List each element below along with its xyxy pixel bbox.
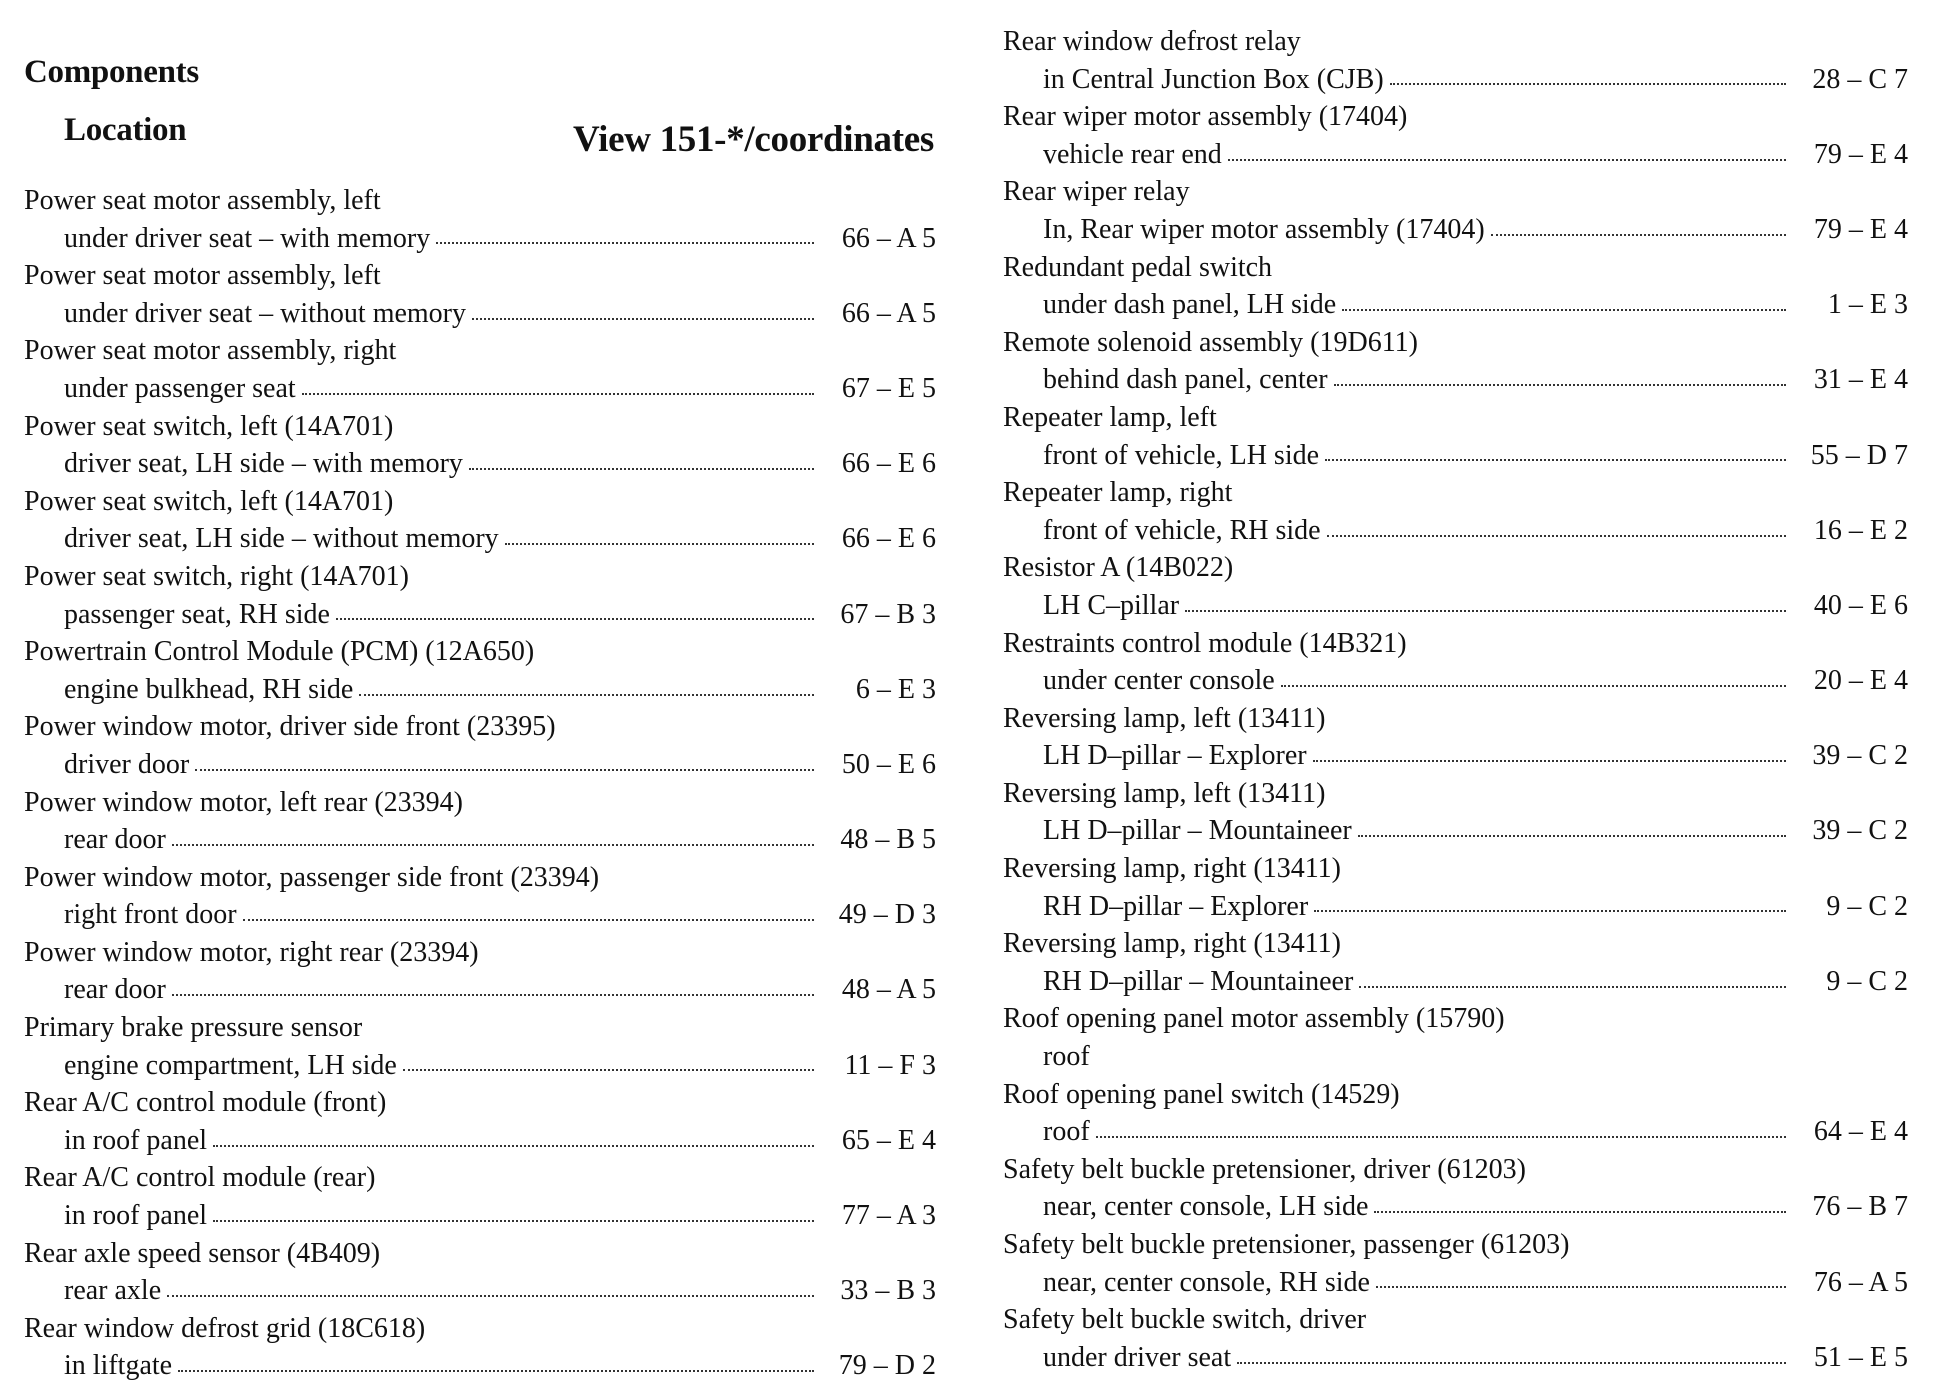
view-coordinate: 79 – E 4	[1813, 138, 1908, 170]
component-name: Redundant pedal switch	[1003, 251, 1273, 283]
component-entry	[1003, 625, 1908, 700]
component-location-row	[24, 1047, 936, 1085]
component-name: Power seat motor assembly, left	[24, 185, 381, 216]
dot-leader	[178, 1370, 814, 1372]
component-location-row	[24, 746, 936, 784]
component-name: Rear wiper relay	[1003, 176, 1190, 208]
component-location: in roof panel	[64, 1124, 208, 1156]
component-name: Power seat switch, right (14A701)	[24, 560, 409, 592]
component-location-row	[1003, 812, 1908, 850]
component-entry	[1003, 549, 1908, 624]
component-entry	[24, 483, 936, 558]
view-coordinate: 9 – C 2	[1826, 965, 1908, 997]
component-location: passenger seat, RH side	[64, 598, 330, 630]
dot-leader	[1096, 1136, 1786, 1138]
component-entry	[24, 408, 936, 483]
dot-leader	[1342, 309, 1786, 311]
component-name: Repeater lamp, right	[1003, 477, 1233, 509]
component-location-row	[24, 370, 936, 408]
component-entry	[1003, 775, 1908, 850]
dot-leader	[213, 1220, 814, 1222]
component-name: Rear window defrost grid (18C618)	[24, 1312, 426, 1344]
view-coordinate: 28 – C 7	[1812, 63, 1908, 95]
component-location-row	[24, 295, 936, 333]
component-entry	[24, 558, 936, 633]
component-location-row	[1003, 286, 1908, 324]
component-location: under driver seat – with memory	[64, 222, 431, 254]
dot-leader	[1313, 760, 1786, 762]
component-name: Primary brake pressure sensor	[24, 1012, 363, 1044]
dot-leader	[213, 1145, 814, 1147]
view-coordinate: 77 – A 3	[841, 1200, 936, 1232]
view-coordinate: 67 – B 3	[840, 598, 936, 630]
left-column	[24, 0, 936, 1385]
component-location: RH D–pillar – Explorer	[1043, 890, 1309, 922]
component-entry	[1003, 23, 1908, 98]
component-location: under driver seat	[1043, 1341, 1232, 1373]
dot-leader	[1327, 535, 1786, 537]
component-location-row	[1003, 888, 1908, 926]
component-entry	[24, 1310, 936, 1385]
component-location: behind dash panel, center	[1043, 364, 1328, 396]
component-name: Repeater lamp, left	[1003, 401, 1217, 433]
view-coordinate: 76 – A 5	[1813, 1266, 1908, 1298]
component-location: engine compartment, LH side	[64, 1049, 397, 1081]
component-location: roof	[1043, 1041, 1090, 1073]
component-location-row	[1003, 1188, 1908, 1226]
dot-leader	[336, 618, 814, 620]
dot-leader	[195, 769, 814, 771]
component-name: Power window motor, passenger side front (23394)	[24, 861, 600, 893]
component-location: driver seat, LH side – without memory	[64, 523, 499, 555]
location-heading: Location	[64, 112, 187, 148]
left-component-list	[24, 182, 936, 1385]
component-location: LH C–pillar	[1043, 589, 1180, 621]
component-location: rear axle	[64, 1275, 162, 1307]
view-coordinate: 40 – E 6	[1813, 589, 1908, 621]
component-location-row	[1003, 1113, 1908, 1151]
dot-leader	[469, 468, 814, 470]
component-name: Safety belt buckle switch, driver	[1003, 1304, 1367, 1336]
component-location: front of vehicle, RH side	[1043, 514, 1321, 546]
component-entry	[24, 633, 936, 708]
component-entry	[1003, 700, 1908, 775]
component-name: Rear axle speed sensor (4B409)	[24, 1237, 381, 1269]
component-entry	[24, 859, 936, 934]
component-location-row	[1003, 61, 1908, 99]
component-location: under center console	[1043, 665, 1275, 697]
dot-leader	[472, 318, 814, 320]
component-entry	[24, 708, 936, 783]
view-coordinate: 6 – E 3	[855, 673, 936, 705]
view-coordinate: 31 – E 4	[1813, 364, 1908, 396]
component-location-row	[24, 596, 936, 634]
view-coordinate: 51 – E 5	[1813, 1341, 1908, 1373]
component-location: vehicle rear end	[1043, 138, 1222, 170]
view-coordinate: 11 – F 3	[844, 1049, 936, 1081]
component-name: Power seat switch, left (14A701)	[24, 410, 394, 442]
component-entry	[24, 1159, 936, 1234]
component-location-row	[1003, 662, 1908, 700]
component-location-row	[24, 896, 936, 934]
view-coordinate: 48 – B 5	[840, 824, 936, 856]
component-location: roof	[1043, 1116, 1090, 1148]
component-entry	[1003, 1000, 1908, 1075]
component-name: Rear A/C control module (rear)	[24, 1162, 376, 1194]
view-coordinate: 79 – D 2	[838, 1350, 936, 1382]
component-location-row	[1003, 587, 1908, 625]
view-coordinate: 66 – E 6	[841, 448, 936, 480]
component-location: near, center console, LH side	[1043, 1191, 1369, 1223]
view-coordinate: 20 – E 4	[1813, 665, 1908, 697]
section-title: Components	[24, 54, 199, 90]
right-column	[1003, 0, 1908, 1376]
component-entry	[24, 332, 936, 407]
component-location: near, center console, RH side	[1043, 1266, 1370, 1298]
component-location-row	[24, 1197, 936, 1235]
dot-leader	[436, 242, 814, 244]
component-entry	[1003, 850, 1908, 925]
component-entry	[1003, 1226, 1908, 1301]
dot-leader	[1376, 1286, 1786, 1288]
component-location-row	[1003, 737, 1908, 775]
component-name: Safety belt buckle pretensioner, passenger (61203)	[1003, 1229, 1570, 1260]
view-coordinate: 65 – E 4	[841, 1124, 936, 1156]
view-coordinates-heading: View 151-*/coordinates	[573, 119, 934, 160]
dot-leader	[1325, 459, 1786, 461]
component-location-row	[1003, 437, 1908, 475]
component-location-row	[1003, 211, 1908, 249]
component-entry	[1003, 173, 1908, 248]
component-location-row	[24, 445, 936, 483]
component-location-row	[24, 671, 936, 709]
component-location: under driver seat – without memory	[64, 297, 467, 329]
component-entry	[24, 1235, 936, 1310]
component-location: engine bulkhead, RH side	[64, 673, 354, 705]
dot-leader	[1334, 384, 1786, 386]
component-location-row	[24, 1272, 936, 1310]
view-coordinate: 67 – E 5	[841, 372, 936, 404]
component-location-row	[1003, 1264, 1908, 1302]
component-name: Rear window defrost relay	[1003, 26, 1301, 57]
component-location-row	[1003, 1038, 1908, 1076]
component-name: Remote solenoid assembly (19D611)	[1003, 326, 1419, 358]
component-name: Power window motor, right rear (23394)	[24, 936, 479, 968]
component-location: front of vehicle, LH side	[1043, 439, 1320, 471]
view-coordinate: 39 – C 2	[1812, 815, 1908, 847]
view-coordinate: 66 – A 5	[841, 222, 936, 254]
component-name: Safety belt buckle pretensioner, driver (61203)	[1003, 1153, 1526, 1185]
component-location: under dash panel, LH side	[1043, 289, 1337, 321]
dot-leader	[505, 543, 814, 545]
component-location: driver door	[64, 748, 190, 780]
dot-leader	[172, 844, 814, 846]
component-name: Rear A/C control module (front)	[24, 1087, 387, 1119]
component-location-row	[24, 520, 936, 558]
component-entry	[1003, 399, 1908, 474]
view-coordinate: 39 – C 2	[1812, 740, 1908, 772]
dot-leader	[359, 694, 814, 696]
component-location-row	[24, 1347, 936, 1385]
dot-leader	[1359, 986, 1786, 988]
dot-leader	[1185, 610, 1786, 612]
component-location: driver seat, LH side – with memory	[64, 448, 463, 480]
dot-leader	[1228, 159, 1786, 161]
component-name: Restraints control module (14B321)	[1003, 627, 1407, 659]
view-coordinate: 66 – A 5	[841, 297, 936, 329]
component-entry	[24, 1009, 936, 1084]
dot-leader	[1281, 685, 1786, 687]
component-location-row	[24, 971, 936, 1009]
component-name: Resistor A (14B022)	[1003, 552, 1234, 584]
view-coordinate: 48 – A 5	[841, 974, 936, 1006]
dot-leader	[403, 1069, 814, 1071]
component-location: LH D–pillar – Mountaineer	[1043, 815, 1352, 847]
component-name: Power window motor, left rear (23394)	[24, 786, 463, 818]
view-coordinate: 1 – E 3	[1827, 289, 1908, 321]
component-name: Reversing lamp, right (13411)	[1003, 928, 1342, 960]
dot-leader	[243, 919, 814, 921]
dot-leader	[1374, 1211, 1786, 1213]
component-location: in Central Junction Box (CJB)	[1043, 63, 1384, 95]
view-coordinate: 9 – C 2	[1826, 890, 1908, 922]
dot-leader	[1314, 910, 1786, 912]
dot-leader	[1390, 83, 1786, 85]
view-coordinate: 79 – E 4	[1813, 213, 1908, 245]
component-location: in liftgate	[64, 1350, 173, 1382]
component-entry	[1003, 1076, 1908, 1151]
component-location: under passenger seat	[64, 372, 296, 404]
component-location-row	[1003, 136, 1908, 174]
component-name: Reversing lamp, left (13411)	[1003, 702, 1326, 734]
component-location-row	[24, 821, 936, 859]
component-name: Power seat motor assembly, left	[24, 260, 381, 292]
view-coordinate: 64 – E 4	[1813, 1116, 1908, 1148]
dot-leader	[1491, 234, 1786, 236]
component-entry	[1003, 98, 1908, 173]
component-location: in roof panel	[64, 1200, 208, 1232]
component-location-row	[1003, 361, 1908, 399]
component-entry	[1003, 474, 1908, 549]
dot-leader	[1237, 1362, 1786, 1364]
dot-leader	[172, 994, 814, 996]
view-coordinate: 50 – E 6	[841, 748, 936, 780]
component-location-row	[1003, 963, 1908, 1001]
component-entry	[24, 182, 936, 257]
view-coordinate: 33 – B 3	[840, 1275, 936, 1307]
view-coordinate: 16 – E 2	[1813, 514, 1908, 546]
dot-leader	[1358, 835, 1786, 837]
right-component-list	[1003, 23, 1908, 1376]
component-name: Roof opening panel motor assembly (15790)	[1003, 1003, 1505, 1035]
component-name: Powertrain Control Module (PCM) (12A650)	[24, 636, 535, 668]
component-location: In, Rear wiper motor assembly (17404)	[1043, 213, 1485, 245]
component-location-row	[1003, 1339, 1908, 1377]
view-coordinate: 66 – E 6	[841, 523, 936, 555]
component-name: Power seat switch, left (14A701)	[24, 485, 394, 517]
component-location-row	[24, 220, 936, 258]
component-name: Reversing lamp, left (13411)	[1003, 777, 1326, 809]
component-entry	[24, 784, 936, 859]
dot-leader	[167, 1295, 814, 1297]
component-name: Rear wiper motor assembly (17404)	[1003, 101, 1408, 133]
view-coordinate: 76 – B 7	[1812, 1191, 1908, 1223]
component-entry	[24, 934, 936, 1009]
component-location: rear door	[64, 974, 166, 1006]
component-location: right front door	[64, 899, 237, 931]
view-coordinate: 49 – D 3	[838, 899, 936, 931]
component-name: Power seat motor assembly, right	[24, 335, 397, 367]
component-entry	[1003, 1301, 1908, 1376]
component-name: Roof opening panel switch (14529)	[1003, 1078, 1400, 1110]
view-coordinate: 55 – D 7	[1810, 439, 1908, 471]
component-location-row	[1003, 512, 1908, 550]
component-entry	[1003, 249, 1908, 324]
component-entry	[24, 257, 936, 332]
component-location-row	[24, 1122, 936, 1160]
component-location: RH D–pillar – Mountaineer	[1043, 965, 1354, 997]
component-name: Reversing lamp, right (13411)	[1003, 853, 1342, 885]
component-entry	[24, 1084, 936, 1159]
dot-leader	[302, 393, 814, 395]
heading-block	[24, 0, 936, 182]
component-location: LH D–pillar – Explorer	[1043, 740, 1307, 772]
component-entry	[1003, 925, 1908, 1000]
component-location: rear door	[64, 824, 166, 856]
component-entry	[1003, 1151, 1908, 1226]
component-name: Power window motor, driver side front (23395)	[24, 711, 556, 743]
component-entry	[1003, 324, 1908, 399]
